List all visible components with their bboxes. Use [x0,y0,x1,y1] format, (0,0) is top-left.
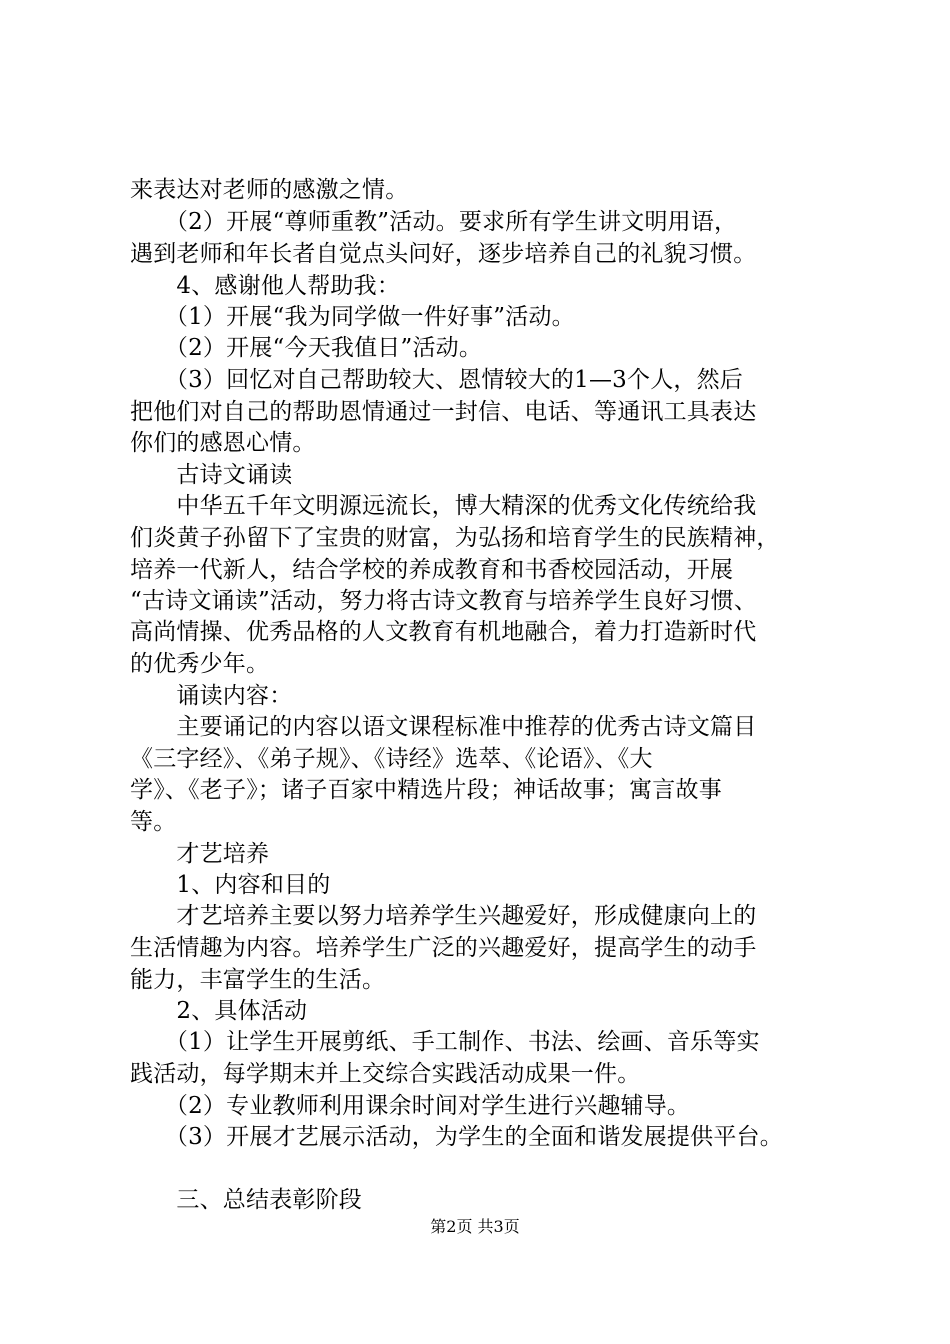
text-line: （1）开展“我为同学做一件好事”活动。 [130,304,575,330]
text-line: （2）开展“尊师重教”活动。要求所有学生讲文明用语， [130,209,738,235]
text-line: 4、感谢他人帮助我： [130,273,401,299]
text-line: 把他们对自己的帮助恩情通过一封信、电话、等通讯工具表达 [130,399,757,425]
text-line: 能力，丰富学生的生活。 [130,967,386,993]
section-heading: 三、总结表彰阶段 [130,1187,362,1213]
section-heading: 才艺培养 [130,841,270,867]
text-line: （3）开展才艺展示活动，为学生的全面和谐发展提供平台。 [130,1124,783,1150]
subsection-heading: 诵读内容： [130,683,293,709]
text-line: 高尚情操、优秀品格的人文教育有机地融合，着力打造新时代 [130,619,757,645]
text-line: 学》、《老子》；诸子百家中精选片段；神话故事；寓言故事 [130,777,722,803]
text-line: （1）让学生开展剪纸、手工制作、书法、绘画、音乐等实 [130,1029,760,1055]
text-line: 主要诵记的内容以语文课程标准中推荐的优秀古诗文篇目 [130,714,757,740]
text-line: 遇到老师和年长者自觉点头问好，逐步培养自己的礼貌习惯。 [130,241,757,267]
text-line: 培养一代新人，结合学校的养成教育和书香校园活动，开展 [130,557,734,583]
text-line: 《三字经》、《弟子规》、《诗经》选萃、《论语》、《大 [130,746,653,772]
section-heading: 古诗文诵读 [130,462,293,488]
text-line: 践活动，每学期末并上交综合实践活动成果一件。 [130,1061,641,1087]
text-line: 的优秀少年。 [130,651,270,677]
subsection-heading: 2、具体活动 [130,998,308,1024]
text-line: （2）专业教师利用课余时间对学生进行兴趣辅导。 [130,1093,691,1119]
text-line: 们炎黄子孙留下了宝贵的财富，为弘扬和培育学生的民族精神， [130,525,780,551]
subsection-heading: 1、内容和目的 [130,872,331,898]
text-line: 中华五千年文明源远流长，博大精深的优秀文化传统给我 [130,493,757,519]
text-line: 才艺培养主要以努力培养学生兴趣爱好，形成健康向上的 [130,903,757,929]
text-line: （2）开展“今天我值日”活动。 [130,335,483,361]
text-line: （3）回忆对自己帮助较大、恩情较大的1—3个人，然后 [130,367,743,393]
text-line: 等。 [130,809,177,835]
text-line: 你们的感恩心情。 [130,430,316,456]
text-line: “古诗文诵读”活动，努力将古诗文教育与培养学生良好习惯、 [130,588,758,614]
text-line: 生活情趣为内容。培养学生广泛的兴趣爱好，提高学生的动手 [130,935,757,961]
text-line: 来表达对老师的感激之情。 [130,177,409,203]
page-number-footer: 第2页 共3页 [430,1217,520,1236]
